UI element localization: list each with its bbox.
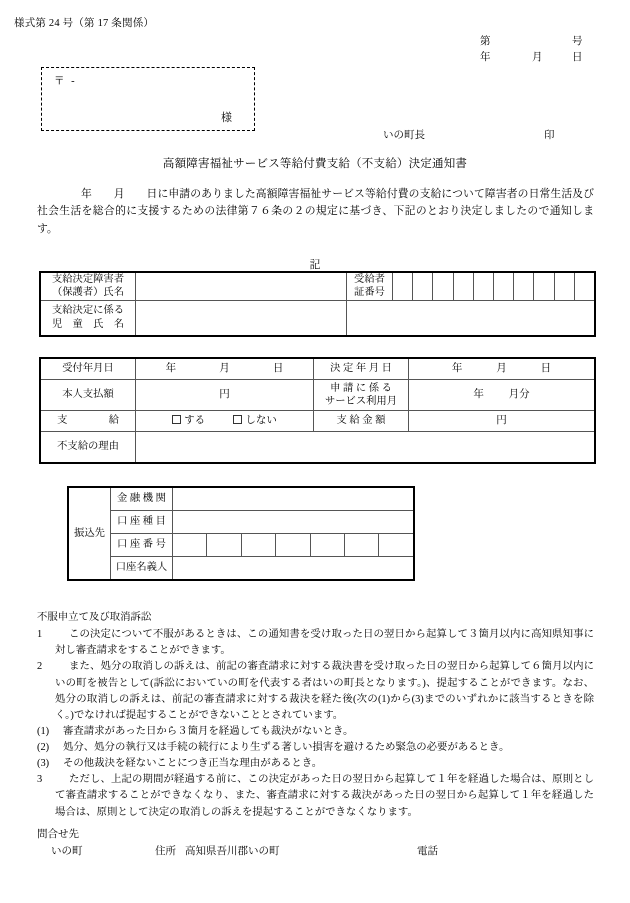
nonpayment-reason-value[interactable] <box>136 432 595 463</box>
amount-unit: 円 <box>496 415 507 427</box>
account-number-cell[interactable] <box>173 534 207 557</box>
decision-date-value[interactable] <box>409 359 595 380</box>
service-month-label: 申 請 に 係 る サービス利用月 <box>314 380 409 411</box>
account-holder-label: 口座名義人 <box>111 557 173 580</box>
note-text: その他裁決を経ないことにつき正当な理由があるとき。 <box>63 758 323 770</box>
table-row <box>69 488 414 511</box>
seal-mark: 印 <box>544 130 555 141</box>
note-text: ただし、上記の期間が経過する前に、この決定があった日の翌日から起算して１年を経過した場合は、原則として審査請求することができなくなり、また、審査請求に対する裁決があった日の翌日から起算して１年を経過した場合は、原則として決定の取消しの訴えを提起することができなくなります。 <box>55 774 594 818</box>
account-number-cell[interactable] <box>379 534 413 557</box>
payment-no-option[interactable] <box>233 414 277 428</box>
account-number-cell[interactable] <box>276 534 310 557</box>
account-type-value[interactable] <box>173 511 414 534</box>
recipient-name-value[interactable] <box>136 273 347 301</box>
contact-tel-label: 電話 <box>417 845 438 857</box>
receipt-date-label: 受付年月日 <box>41 359 136 380</box>
appeal-notes <box>37 610 594 821</box>
document-number-row <box>480 34 610 50</box>
cert-number-cell[interactable] <box>393 273 413 301</box>
note-number: (3) <box>37 758 50 770</box>
service-month-value[interactable] <box>409 380 595 411</box>
list-item <box>37 627 594 659</box>
contact-heading: 問合せ先 <box>37 829 79 840</box>
postal-code-dash: - <box>71 76 77 87</box>
note-number: 1 <box>37 629 43 641</box>
list-item <box>37 724 594 740</box>
table-row <box>41 300 595 335</box>
decision-day-label: 日 <box>540 363 552 375</box>
checkbox-icon[interactable] <box>233 415 242 424</box>
note-text: また、処分の取消しの訴えは、前記の審査請求に対する裁決書を受け取った日の翌日から起算して６箇月以内にいの町を被告として(訴訟においていの町を代表する者はいの町長となります。)、提起することができます。なお、処分の取消しの訴えは、前記の審査請求に対する裁決を経た後(次の(1)から(3)までのいずれかに該当するときを除く。)でなければ提起することができないこととされています。 <box>55 661 594 721</box>
receipt-date-parts <box>136 362 313 376</box>
note-text: 審査請求があった日から３箇月を経過しても裁決がないとき。 <box>63 725 354 737</box>
document-number-suffix: 号 <box>572 36 583 47</box>
account-number-cell[interactable] <box>344 534 378 557</box>
decision-table <box>40 358 595 463</box>
table-row <box>41 380 595 411</box>
cert-number-cell[interactable] <box>493 273 513 301</box>
appeal-notes-heading: 不服申立て及び取消訴訟 <box>37 612 152 623</box>
document-number-value <box>532 34 572 50</box>
cert-number-cell[interactable] <box>473 273 493 301</box>
receipt-month-label: 月 <box>219 363 230 375</box>
document-month-label: 月 <box>532 52 543 64</box>
service-year-label: 年 <box>473 389 484 401</box>
contact-address: 高知県吾川郡いの町 <box>185 845 280 857</box>
postal-mark-icon: 〒 <box>54 76 67 87</box>
postal-code-field <box>54 74 77 89</box>
service-month-unit: 月分 <box>508 389 530 401</box>
child-name-value[interactable] <box>136 300 347 335</box>
payment-label: 支 給 <box>41 411 136 432</box>
amount-label: 支 給 金 額 <box>314 411 409 432</box>
receipt-date-value[interactable] <box>136 359 314 380</box>
financial-institution-value[interactable] <box>173 488 414 511</box>
document-year-label: 年 <box>480 52 491 64</box>
page-title: 高額障害福祉サービス等給付費支給（不支給）決定通知書 <box>162 158 468 170</box>
form-number: 様式第 24 号（第 17 条関係） <box>14 18 155 29</box>
table-row <box>69 557 414 580</box>
contact-town: いの町 <box>51 845 83 857</box>
payment-checkbox-group <box>136 414 313 428</box>
decision-month-label: 月 <box>496 363 507 375</box>
self-payment-label: 本人支払額 <box>41 380 136 411</box>
cert-number-cell[interactable] <box>574 273 594 301</box>
self-payment-value[interactable] <box>136 380 314 411</box>
amount-value[interactable] <box>409 411 595 432</box>
account-number-label: 口 座 番 号 <box>111 534 173 557</box>
bank-section-label: 振込先 <box>69 488 111 580</box>
nonpayment-reason-label: 不支給の理由 <box>41 432 136 463</box>
addressee-honorific: 様 <box>221 112 232 125</box>
financial-institution-label: 金 融 機 関 <box>111 488 173 511</box>
receipt-year-label: 年 <box>165 363 177 375</box>
note-number: 3 <box>37 774 43 786</box>
receipt-day-label: 日 <box>272 363 284 375</box>
cert-number-cell[interactable] <box>413 273 433 301</box>
contact-section <box>37 827 477 861</box>
cert-number-label: 受給者 証番号 <box>347 273 393 301</box>
cert-number-cell[interactable] <box>453 273 473 301</box>
note-number: (1) <box>37 725 50 737</box>
decision-date-label: 決 定 年 月 日 <box>314 359 409 380</box>
payment-options <box>136 411 314 432</box>
payment-no-label: しない <box>245 415 277 427</box>
empty-filler <box>347 300 595 335</box>
recipient-name-label: 支給決定障害者 （保護者）氏名 <box>41 273 136 301</box>
account-type-label: 口 座 種 目 <box>111 511 173 534</box>
cert-number-cell[interactable] <box>433 273 453 301</box>
list-item <box>37 659 594 724</box>
service-month-parts <box>409 388 594 402</box>
cert-number-cell[interactable] <box>554 273 574 301</box>
self-payment-unit: 円 <box>219 389 230 401</box>
cert-number-cell[interactable] <box>514 273 534 301</box>
payment-yes-label: する <box>184 415 206 427</box>
account-number-cell[interactable] <box>310 534 344 557</box>
note-number: (2) <box>37 742 50 753</box>
body-paragraph: 年 月 日に申請のありました高額障害福祉サービス等給付費の支給について障害者の日常生活及び社会生活を総合的に支援するための法律第７６条の２の規定に基づき、下記のとおり決定しましたので通知します。 <box>37 188 594 235</box>
table-row <box>41 411 595 432</box>
list-item <box>37 756 594 772</box>
decision-date-parts <box>409 362 594 376</box>
document-date-row <box>480 50 610 66</box>
contact-address-label: 住所 <box>155 845 176 857</box>
recipient-table <box>40 272 595 336</box>
document-number-label: 第 <box>480 36 491 47</box>
checkbox-icon[interactable] <box>172 415 181 424</box>
decision-year-label: 年 <box>451 363 463 375</box>
document-day-label: 日 <box>572 52 583 64</box>
contact-detail-row <box>37 844 477 861</box>
note-number: 2 <box>37 661 43 673</box>
child-name-label: 支給決定に係る 児 童 氏 名 <box>41 300 136 335</box>
document-meta <box>480 34 610 67</box>
table-row <box>41 359 595 380</box>
table-row <box>69 534 414 557</box>
note-text: この決定について不服があるときは、この通知書を受け取った日の翌日から起算して３箇月以内に高知県知事に対し審査請求をすることができます。 <box>55 629 594 657</box>
table-row <box>41 432 595 463</box>
table-row <box>69 511 414 534</box>
issuer-name: いの町長 <box>383 130 425 141</box>
bank-transfer-table <box>68 487 414 580</box>
ki-mark: 記 <box>309 259 321 271</box>
addressee-box <box>41 67 255 131</box>
note-text: 処分、処分の執行又は手続の続行により生ずる著しい損害を避けるため緊急の必要があるとき。 <box>63 742 510 753</box>
list-item <box>37 772 594 820</box>
account-number-cell[interactable] <box>241 534 275 557</box>
account-holder-value[interactable] <box>173 557 414 580</box>
list-item <box>37 740 594 756</box>
payment-yes-option[interactable] <box>172 414 205 428</box>
cert-number-cell[interactable] <box>534 273 554 301</box>
account-number-cell[interactable] <box>207 534 241 557</box>
